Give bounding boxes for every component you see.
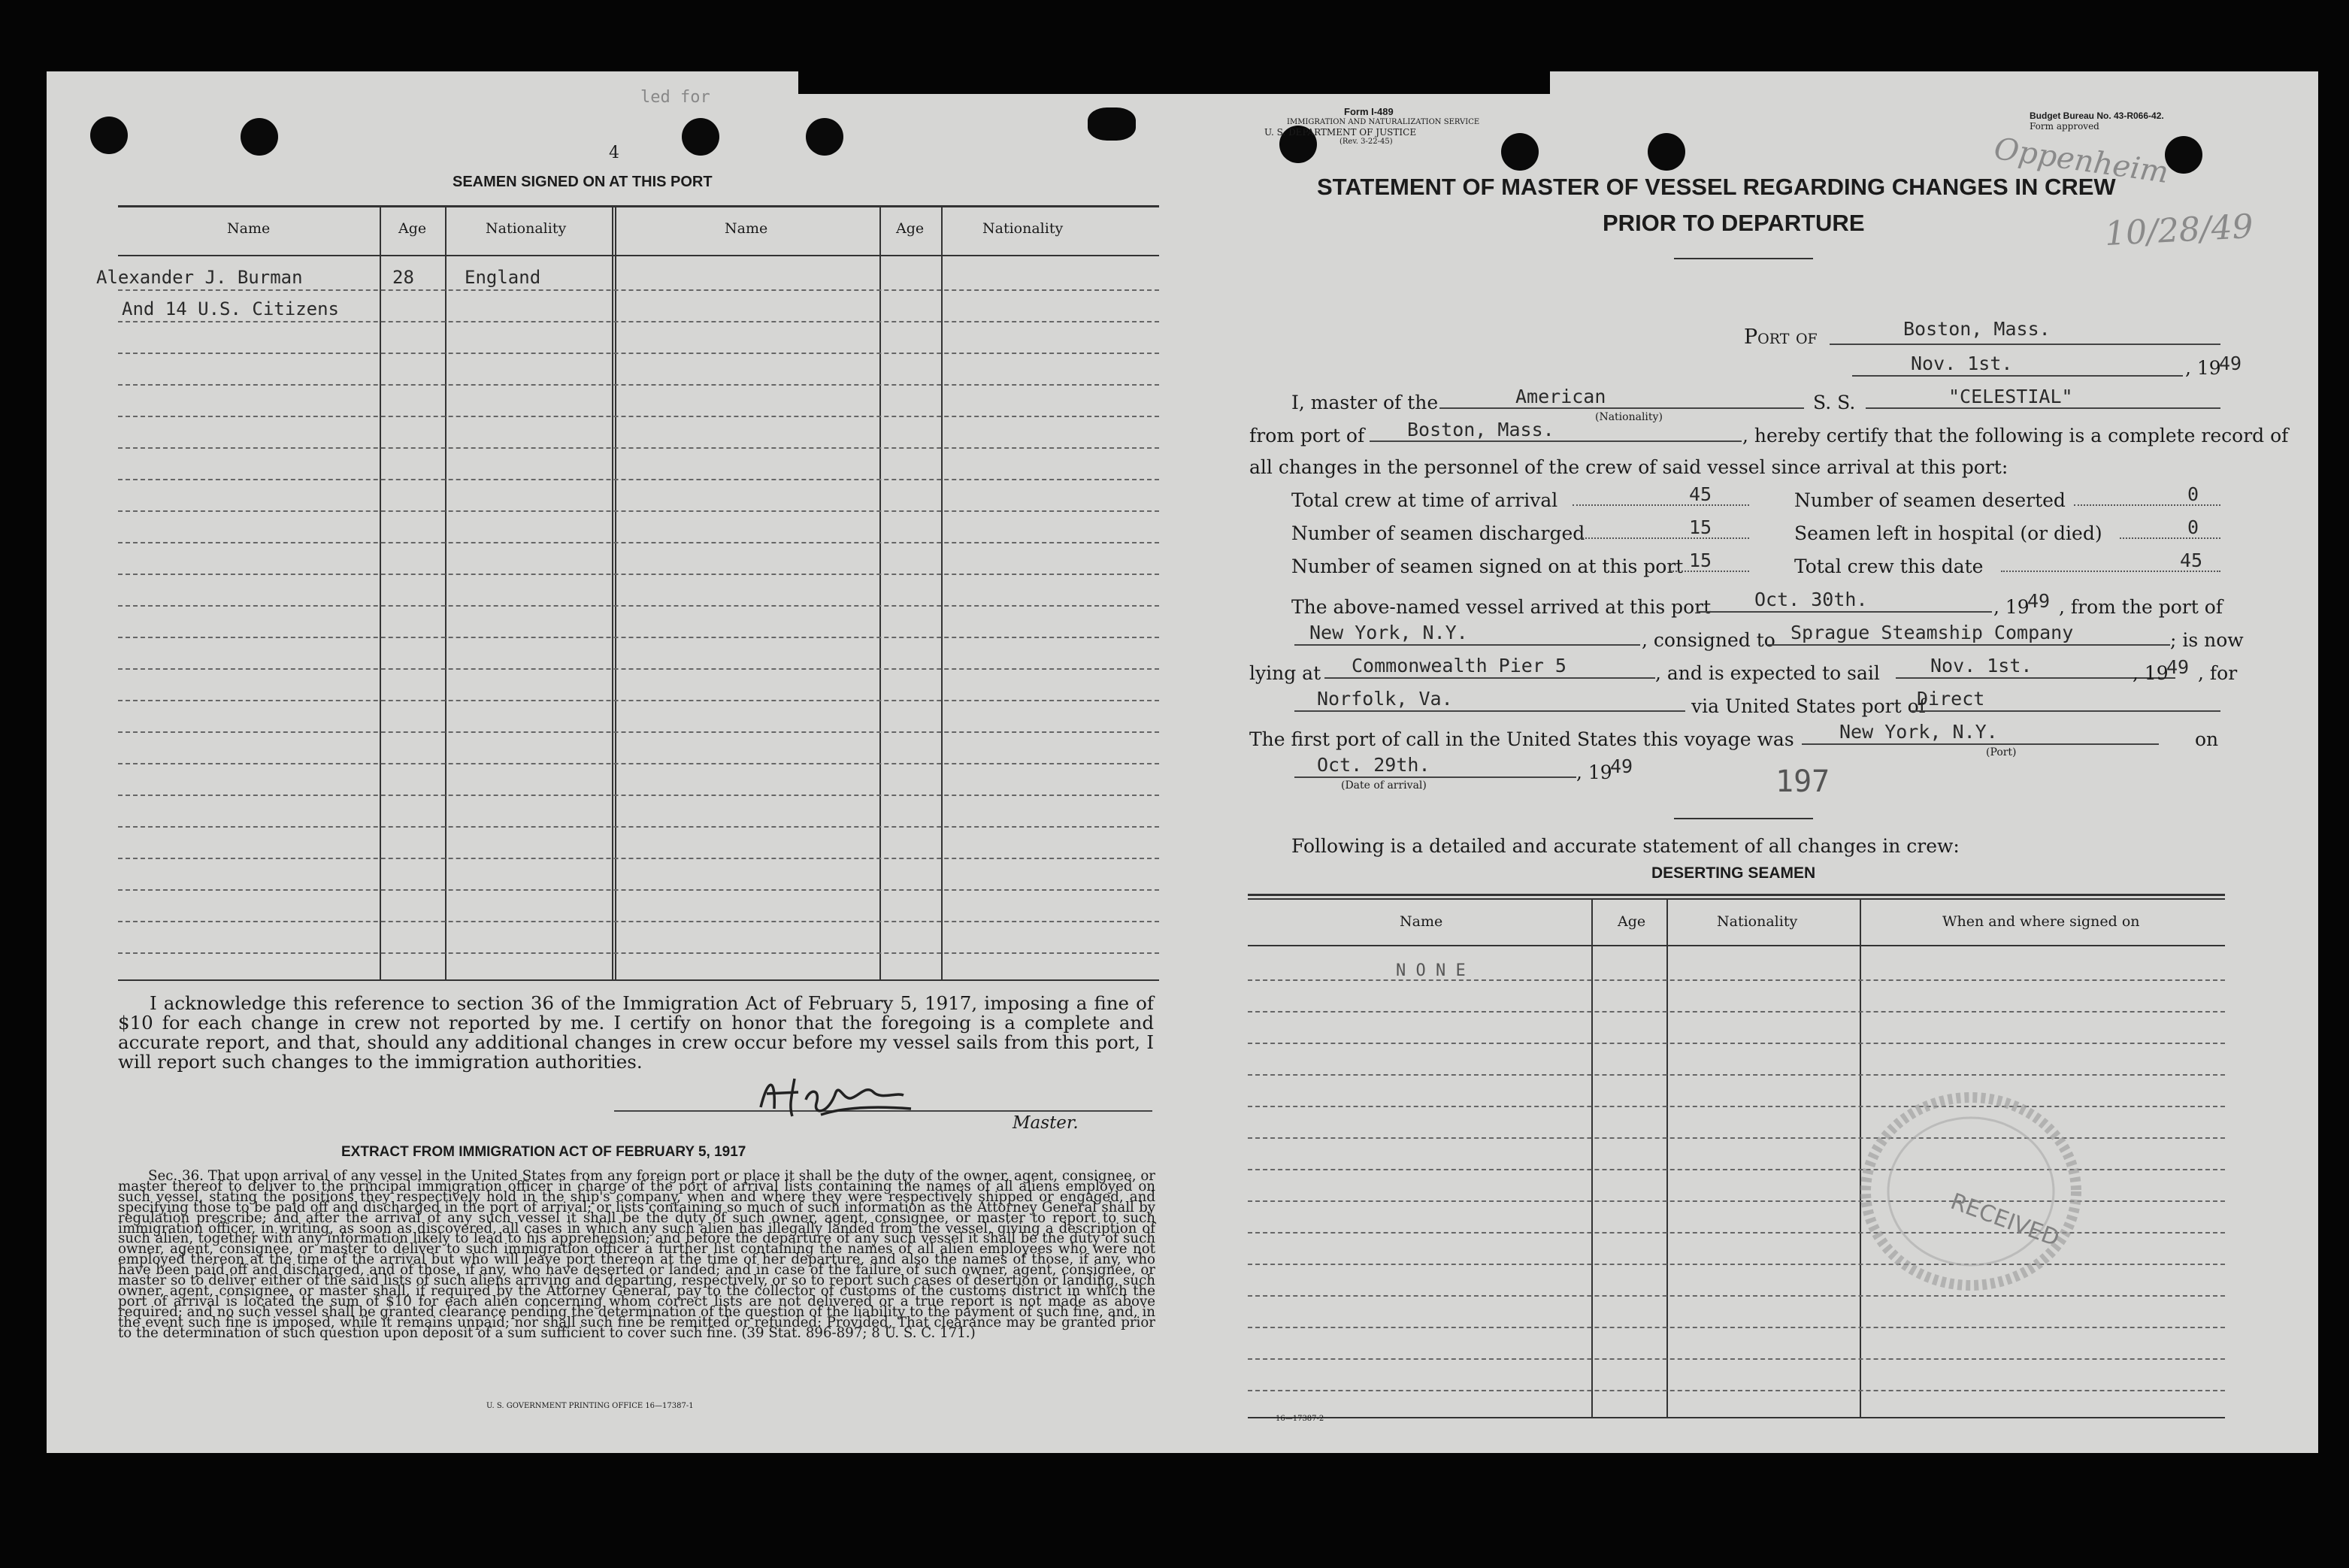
arrived-label: The above-named vessel arrived at this port [1291, 596, 1712, 618]
punch-hole [241, 118, 278, 156]
arrived-year-prefix: , 19 [1993, 596, 2030, 618]
via-label: via United States port of [1691, 695, 1926, 717]
left-heading: SEAMEN SIGNED ON AT THIS PORT [453, 174, 713, 190]
stamp-number: 197 [1775, 764, 1830, 799]
ship-name: "CELESTIAL" [1948, 386, 2073, 407]
first-date: Oct. 29th. [1317, 754, 1430, 776]
top-stamp: led for [640, 88, 710, 107]
count-label: Total crew this date [1794, 555, 1984, 577]
col-name-2: Name [725, 220, 768, 237]
row-rule [1248, 1327, 2225, 1328]
from-port2: New York, N.Y. [1309, 622, 1468, 643]
col-nationality-1: Nationality [486, 220, 567, 237]
col-name-1: Name [227, 220, 271, 237]
from-port-value: Boston, Mass. [1407, 419, 1554, 440]
from-port-label: from port of [1249, 425, 1365, 446]
row-rule [118, 700, 1159, 701]
consigned-to-label: , consigned to [1642, 629, 1775, 651]
date-value: Nov. 1st. [1911, 353, 2013, 374]
row-rule [118, 889, 1159, 891]
row-rule [1248, 1011, 2225, 1013]
count-label: Seamen left in hospital (or died) [1794, 522, 2102, 544]
form-number: Form I-489 [1344, 106, 1394, 117]
following-text: Following is a detailed and accurate statement of all changes in crew: [1291, 835, 1960, 857]
punch-hole [1501, 133, 1539, 171]
for-label: , for [2198, 662, 2238, 684]
punch-hole [1648, 133, 1685, 171]
row-rule [1248, 1074, 2225, 1076]
consignee: Sprague Steamship Company [1791, 622, 2074, 643]
row-rule [118, 574, 1159, 575]
row-rule [118, 353, 1159, 354]
row-age: 28 [392, 267, 414, 288]
row-rule [118, 416, 1159, 417]
lying-at-value: Commonwealth Pier 5 [1352, 655, 1567, 677]
first-port-label: The first port of call in the United States this voyage was [1249, 728, 1794, 750]
date-year: 49 [2219, 353, 2242, 374]
count-value: 15 [1689, 516, 1712, 538]
svg-text:RECEIVED: RECEIVED [1947, 1188, 2063, 1252]
row-rule [118, 731, 1159, 733]
row-rule [118, 668, 1159, 670]
port-caption: (Port) [1986, 746, 2017, 758]
lying-at-label: lying at [1249, 662, 1321, 684]
desert-col-name: Name [1400, 913, 1443, 930]
row-rule [118, 321, 1159, 322]
date-caption: (Date of arrival) [1341, 779, 1427, 792]
footer-code: 16—17387-2 [1276, 1415, 1324, 1423]
row-rule [1248, 979, 2225, 981]
count-label: Total crew at time of arrival [1291, 489, 1558, 511]
punch-hole [2165, 136, 2202, 174]
row-rule [118, 384, 1159, 386]
count-label: Number of seamen discharged [1291, 522, 1585, 544]
row-nationality: England [465, 267, 541, 288]
first-year-prefix: , 19 [1576, 761, 1612, 783]
count-label: Number of seamen signed on at this port [1291, 555, 1684, 577]
count-value: 0 [2187, 483, 2199, 505]
arrived-year: 49 [2027, 590, 2051, 612]
destination: Norfolk, Va. [1317, 688, 1453, 710]
arrived-date: Oct. 30th. [1754, 589, 1868, 610]
form-title: STATEMENT OF MASTER OF VESSEL REGARDING CHANGES IN CREW [1317, 174, 2116, 200]
sail-date: Nov. 1st. [1930, 655, 2033, 677]
desert-col-nationality: Nationality [1717, 913, 1798, 930]
revision: (Rev. 3-22-45) [1339, 138, 1393, 146]
form-subtitle: PRIOR TO DEPARTURE [1603, 210, 1865, 236]
row-rule [118, 447, 1159, 449]
row-rule [118, 858, 1159, 859]
col-age-2: Age [896, 220, 925, 237]
master-signature [753, 1070, 919, 1124]
all-changes-text: all changes in the personnel of the crew of said vessel since arrival at this port: [1249, 456, 2008, 478]
nationality-value: American [1515, 386, 1606, 407]
count-value: 45 [1689, 483, 1712, 505]
row-rule [118, 795, 1159, 796]
master-of-the-label: I, master of the [1291, 392, 1439, 413]
page-number: 4 [609, 144, 619, 162]
received-stamp [1858, 1086, 2091, 1304]
row-rule [118, 921, 1159, 922]
sail-year-prefix: , 19 [2133, 662, 2169, 684]
col-nationality-2: Nationality [982, 220, 1064, 237]
document-sheet [47, 71, 2318, 1453]
row-rule [118, 479, 1159, 480]
deserting-heading: DESERTING SEAMEN [1651, 864, 1816, 882]
from-the-port-of: , from the port of [2059, 596, 2223, 618]
extract-heading: EXTRACT FROM IMMIGRATION ACT OF FEBRUARY 5, 1917 [341, 1144, 746, 1160]
punch-hole [90, 117, 128, 154]
col-age-1: Age [398, 220, 427, 237]
row-rule [118, 510, 1159, 512]
count-value: 15 [1689, 549, 1712, 571]
count-value: 0 [2187, 516, 2199, 538]
expected-label: , and is expected to sail [1655, 662, 1880, 684]
port-of-label: Port of [1744, 325, 1818, 349]
sail-year: 49 [2166, 656, 2190, 678]
port-of-value: Boston, Mass. [1903, 318, 2051, 340]
punch-hole [806, 118, 843, 156]
acknowledgment-text: I acknowledge this reference to section 36 of the Immigration Act of February 5, 1917, imposing a fine of $10 for each change in crew not reported by me. I certify on honor that the foregoing is a complete and accurate report, and that, should any additional changes in crew occur before my vessel sails from this port, I will report such changes to the immigration authorities. [118, 992, 1154, 1073]
first-year: 49 [1610, 755, 1633, 777]
row-rule [118, 637, 1159, 638]
count-value: 45 [2180, 549, 2203, 571]
is-now-label: ; is now [2170, 629, 2244, 651]
date-year-prefix: , 19 [2185, 357, 2221, 379]
desert-col-signed-on: When and where signed on [1942, 913, 2140, 930]
desert-col-age: Age [1618, 913, 1646, 930]
row-name: And 14 U.S. Citizens [122, 298, 339, 319]
row-rule [1248, 1358, 2225, 1360]
on-label: on [2195, 728, 2219, 750]
row-rule [118, 763, 1159, 764]
extract-text: Sec. 36. That upon arrival of any vessel in the United States from any foreign port or place it shall be the duty of the owner, agent, consignee, or master thereof to deliver to the principal immigration officer in charge of the port of arrival lists containing the names of all aliens employed on such vessel, stating the positions they respectively hold in the ship's company, when and where they were respectively shipped or engaged, and specifying those to be paid off and discharged in the port of arrival; or lists containing so much of such information as the Attorney General shall by regulation prescribe; and after the arrival of any such vessel it shall be the duty of such owner, agent, consignee, or master to report to such immigration officer, in writing, as soon as discovered, all cases in which any such alien has illegally landed from the vessel, giving a description of such alien, together with any information likely to lead to his apprehension; and before the departure of any such vessel it shall be the duty of such owner, agent, consignee, or master to deliver to such immigration officer a further list containing the names of all alien employees who were not employed thereon at the time of the arrival but who will leave port thereon at the time of her departure, and also the names of those, if any, who have been paid off and discharged, and of those, if any, who have deserted or landed; and in case of the failure of such owner, agent, consignee, or master so to deliver either of the said lists of such aliens arriving and departing, respectively, or so to report such cases of desertion or landing, such owner, agent, consignee, or master shall, if required by the Attorney General, pay to the collector of customs of the customs district in which the port of arrival is located the sum of $10 for each alien concerning whom correct lists are not delivered or a true report is not made as above required; and no such vessel shall be granted clearance pending the determination of the question of the liability to the payment of such fine, and, in the event such fine is imposed, while it remains unpaid; nor shall such fine be remitted or refunded: Provided, That clearance may be granted prior to the determination of such question upon deposit of a sum sufficient to cover such fine. (39 Stat. 896-897; 8 U. S. C. 171.) [118, 1168, 1155, 1341]
nationality-caption: (Nationality) [1595, 411, 1663, 423]
row-rule [118, 826, 1159, 828]
via-value: Direct [1917, 688, 1985, 710]
count-label: Number of seamen deserted [1794, 489, 2066, 511]
row-rule [1248, 1043, 2225, 1044]
form-approved: Form approved [2030, 121, 2099, 132]
agency-line1: IMMIGRATION AND NATURALIZATION SERVICE [1287, 118, 1480, 126]
printer-line: U. S. GOVERNMENT PRINTING OFFICE 16—17387-1 [486, 1402, 694, 1410]
first-port-value: New York, N.Y. [1839, 721, 1998, 743]
torn-corner [1088, 107, 1136, 141]
none-entry: N O N E [1396, 961, 1466, 980]
certify-text: , hereby certify that the following is a complete record of [1742, 425, 2289, 446]
row-name: Alexander J. Burman [96, 267, 303, 288]
row-rule [118, 605, 1159, 607]
handwritten-name: Oppenheim [1991, 131, 2171, 191]
row-rule [118, 952, 1159, 954]
row-rule [1248, 1390, 2225, 1391]
row-rule [118, 289, 1159, 291]
budget-bureau: Budget Bureau No. 43-R066-42. [2030, 110, 2164, 121]
torn-top-edge [798, 71, 1550, 94]
master-label: Master. [1013, 1113, 1079, 1133]
ss-label: S. S. [1813, 392, 1856, 413]
agency-line2: U. S. DEPARTMENT OF JUSTICE [1264, 127, 1417, 138]
punch-hole [682, 118, 719, 156]
handwritten-date: 10/28/49 [2103, 207, 2254, 254]
row-rule [118, 542, 1159, 543]
